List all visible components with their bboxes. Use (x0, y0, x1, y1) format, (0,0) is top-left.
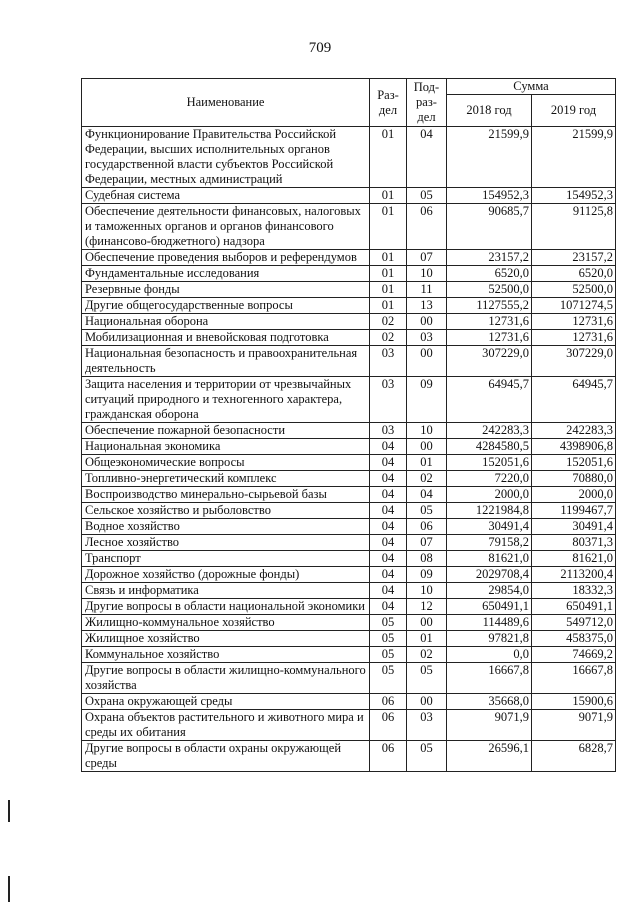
row-podrazdel: 07 (407, 535, 447, 551)
row-razdel: 03 (370, 346, 407, 377)
row-name: Обеспечение проведения выборов и референдумов (82, 250, 370, 266)
row-name: Фундаментальные исследования (82, 266, 370, 282)
row-podrazdel: 12 (407, 599, 447, 615)
row-sum-2019: 4398906,8 (532, 439, 616, 455)
row-razdel: 05 (370, 615, 407, 631)
row-name: Воспроизводство минерально-сырьевой базы (82, 487, 370, 503)
row-sum-2019: 307229,0 (532, 346, 616, 377)
row-sum-2018: 12731,6 (447, 330, 532, 346)
row-razdel: 03 (370, 423, 407, 439)
table-row (82, 377, 616, 423)
row-sum-2018: 26596,1 (447, 741, 532, 772)
table-row (82, 127, 616, 188)
row-sum-2018: 35668,0 (447, 694, 532, 710)
row-name: Коммунальное хозяйство (82, 647, 370, 663)
row-sum-2018: 12731,6 (447, 314, 532, 330)
row-name: Другие общегосударственные вопросы (82, 298, 370, 314)
row-podrazdel: 05 (407, 503, 447, 519)
row-name: Водное хозяйство (82, 519, 370, 535)
table-row (82, 455, 616, 471)
row-sum-2019: 12731,6 (532, 314, 616, 330)
row-sum-2019: 6520,0 (532, 266, 616, 282)
row-sum-2019: 2000,0 (532, 487, 616, 503)
row-sum-2018: 6520,0 (447, 266, 532, 282)
row-razdel: 05 (370, 663, 407, 694)
row-sum-2018: 0,0 (447, 647, 532, 663)
row-sum-2019: 15900,6 (532, 694, 616, 710)
row-razdel: 06 (370, 741, 407, 772)
table-row (82, 250, 616, 266)
row-name: Мобилизационная и вневойсковая подготовка (82, 330, 370, 346)
row-sum-2019: 152051,6 (532, 455, 616, 471)
row-podrazdel: 01 (407, 631, 447, 647)
row-podrazdel: 04 (407, 127, 447, 188)
row-razdel: 04 (370, 567, 407, 583)
row-sum-2019: 30491,4 (532, 519, 616, 535)
table-row (82, 503, 616, 519)
budget-table (81, 78, 616, 772)
row-podrazdel: 08 (407, 551, 447, 567)
row-podrazdel: 00 (407, 694, 447, 710)
row-podrazdel: 05 (407, 663, 447, 694)
row-sum-2018: 1127555,2 (447, 298, 532, 314)
row-name: Общеэкономические вопросы (82, 455, 370, 471)
row-sum-2018: 650491,1 (447, 599, 532, 615)
table-row (82, 694, 616, 710)
row-sum-2018: 64945,7 (447, 377, 532, 423)
row-podrazdel: 01 (407, 455, 447, 471)
row-name: Топливно-энергетический комплекс (82, 471, 370, 487)
row-sum-2018: 21599,9 (447, 127, 532, 188)
row-name: Лесное хозяйство (82, 535, 370, 551)
row-sum-2019: 458375,0 (532, 631, 616, 647)
row-sum-2019: 52500,0 (532, 282, 616, 298)
table-row (82, 741, 616, 772)
row-razdel: 04 (370, 455, 407, 471)
header-year-2018: 2018 год (447, 95, 532, 127)
row-podrazdel: 05 (407, 741, 447, 772)
table-row (82, 204, 616, 250)
header-summa: Сумма (447, 79, 616, 95)
row-sum-2018: 242283,3 (447, 423, 532, 439)
table-row (82, 647, 616, 663)
row-razdel: 01 (370, 127, 407, 188)
row-sum-2019: 70880,0 (532, 471, 616, 487)
row-podrazdel: 02 (407, 471, 447, 487)
row-razdel: 04 (370, 551, 407, 567)
row-sum-2018: 52500,0 (447, 282, 532, 298)
row-name: Резервные фонды (82, 282, 370, 298)
row-sum-2018: 114489,6 (447, 615, 532, 631)
row-name: Национальная оборона (82, 314, 370, 330)
row-sum-2019: 1199467,7 (532, 503, 616, 519)
row-name: Сельское хозяйство и рыболовство (82, 503, 370, 519)
row-sum-2019: 74669,2 (532, 647, 616, 663)
row-sum-2019: 12731,6 (532, 330, 616, 346)
row-razdel: 01 (370, 266, 407, 282)
row-podrazdel: 09 (407, 377, 447, 423)
row-name: Связь и информатика (82, 583, 370, 599)
row-podrazdel: 00 (407, 346, 447, 377)
table-row (82, 188, 616, 204)
row-sum-2019: 16667,8 (532, 663, 616, 694)
table-row (82, 551, 616, 567)
row-razdel: 04 (370, 535, 407, 551)
row-razdel: 04 (370, 583, 407, 599)
row-podrazdel: 11 (407, 282, 447, 298)
table-row (82, 519, 616, 535)
row-sum-2018: 1221984,8 (447, 503, 532, 519)
row-name: Обеспечение пожарной безопасности (82, 423, 370, 439)
table-row (82, 631, 616, 647)
row-sum-2019: 18332,3 (532, 583, 616, 599)
margin-mark (8, 876, 10, 902)
row-sum-2019: 6828,7 (532, 741, 616, 772)
row-razdel: 04 (370, 471, 407, 487)
header-name: Наименование (82, 79, 370, 127)
row-podrazdel: 02 (407, 647, 447, 663)
row-razdel: 01 (370, 250, 407, 266)
row-podrazdel: 07 (407, 250, 447, 266)
row-razdel: 05 (370, 631, 407, 647)
row-sum-2018: 2029708,4 (447, 567, 532, 583)
header-razdel: Раз- дел (370, 79, 407, 127)
row-razdel: 04 (370, 487, 407, 503)
row-sum-2019: 23157,2 (532, 250, 616, 266)
row-sum-2019: 80371,3 (532, 535, 616, 551)
table-row (82, 346, 616, 377)
row-sum-2018: 154952,3 (447, 188, 532, 204)
row-razdel: 04 (370, 599, 407, 615)
margin-mark (8, 800, 10, 822)
table-row (82, 710, 616, 741)
header-podrazdel: Под- раз- дел (407, 79, 447, 127)
row-name: Другие вопросы в области национальной экономики (82, 599, 370, 615)
table-row (82, 266, 616, 282)
row-name: Функционирование Правительства Российской Федерации, высших исполнительных органов государственной власти субъектов Российской Федерации, местных администраций (82, 127, 370, 188)
row-podrazdel: 06 (407, 204, 447, 250)
table-row (82, 439, 616, 455)
row-podrazdel: 00 (407, 314, 447, 330)
row-name: Обеспечение деятельности финансовых, налоговых и таможенных органов и органов финансового (финансово-бюджетного) надзора (82, 204, 370, 250)
row-razdel: 02 (370, 314, 407, 330)
row-sum-2018: 29854,0 (447, 583, 532, 599)
row-name: Защита населения и территории от чрезвычайных ситуаций природного и техногенного характера, гражданская оборона (82, 377, 370, 423)
row-sum-2019: 81621,0 (532, 551, 616, 567)
row-razdel: 02 (370, 330, 407, 346)
row-podrazdel: 10 (407, 583, 447, 599)
page-number: 709 (308, 40, 332, 56)
row-sum-2018: 30491,4 (447, 519, 532, 535)
row-sum-2018: 2000,0 (447, 487, 532, 503)
row-sum-2019: 9071,9 (532, 710, 616, 741)
row-sum-2019: 1071274,5 (532, 298, 616, 314)
row-sum-2019: 2113200,4 (532, 567, 616, 583)
row-razdel: 03 (370, 377, 407, 423)
row-razdel: 06 (370, 710, 407, 741)
row-sum-2018: 81621,0 (447, 551, 532, 567)
row-razdel: 04 (370, 519, 407, 535)
table-row (82, 314, 616, 330)
row-razdel: 01 (370, 204, 407, 250)
row-name: Жилищно-коммунальное хозяйство (82, 615, 370, 631)
table-row (82, 423, 616, 439)
row-sum-2019: 650491,1 (532, 599, 616, 615)
row-sum-2019: 21599,9 (532, 127, 616, 188)
table-row (82, 487, 616, 503)
row-sum-2018: 79158,2 (447, 535, 532, 551)
row-name: Охрана окружающей среды (82, 694, 370, 710)
row-podrazdel: 03 (407, 710, 447, 741)
header-year-2019: 2019 год (532, 95, 616, 127)
row-sum-2018: 97821,8 (447, 631, 532, 647)
row-sum-2019: 154952,3 (532, 188, 616, 204)
row-name: Национальная безопасность и правоохранительная деятельность (82, 346, 370, 377)
row-sum-2018: 307229,0 (447, 346, 532, 377)
row-name: Жилищное хозяйство (82, 631, 370, 647)
row-sum-2018: 90685,7 (447, 204, 532, 250)
row-sum-2018: 4284580,5 (447, 439, 532, 455)
row-sum-2018: 23157,2 (447, 250, 532, 266)
table-row (82, 282, 616, 298)
row-podrazdel: 00 (407, 439, 447, 455)
table-row (82, 567, 616, 583)
row-razdel: 05 (370, 647, 407, 663)
row-sum-2018: 152051,6 (447, 455, 532, 471)
row-podrazdel: 04 (407, 487, 447, 503)
row-podrazdel: 05 (407, 188, 447, 204)
row-sum-2018: 7220,0 (447, 471, 532, 487)
row-razdel: 01 (370, 282, 407, 298)
table-row (82, 330, 616, 346)
table-row (82, 535, 616, 551)
row-sum-2019: 64945,7 (532, 377, 616, 423)
table-row (82, 298, 616, 314)
table-row (82, 599, 616, 615)
row-name: Судебная система (82, 188, 370, 204)
row-name: Национальная экономика (82, 439, 370, 455)
row-sum-2018: 9071,9 (447, 710, 532, 741)
table-row (82, 471, 616, 487)
row-podrazdel: 10 (407, 266, 447, 282)
row-razdel: 04 (370, 439, 407, 455)
row-name: Транспорт (82, 551, 370, 567)
table-row (82, 583, 616, 599)
row-name: Другие вопросы в области охраны окружающей среды (82, 741, 370, 772)
row-name: Охрана объектов растительного и животного мира и среды их обитания (82, 710, 370, 741)
row-podrazdel: 00 (407, 615, 447, 631)
row-razdel: 01 (370, 188, 407, 204)
row-razdel: 04 (370, 503, 407, 519)
table-body (82, 127, 616, 772)
row-sum-2019: 91125,8 (532, 204, 616, 250)
row-sum-2019: 242283,3 (532, 423, 616, 439)
row-podrazdel: 09 (407, 567, 447, 583)
row-podrazdel: 03 (407, 330, 447, 346)
table-row (82, 615, 616, 631)
row-razdel: 01 (370, 298, 407, 314)
row-name: Дорожное хозяйство (дорожные фонды) (82, 567, 370, 583)
table-row (82, 663, 616, 694)
row-name: Другие вопросы в области жилищно-коммунального хозяйства (82, 663, 370, 694)
row-podrazdel: 10 (407, 423, 447, 439)
row-sum-2019: 549712,0 (532, 615, 616, 631)
row-razdel: 06 (370, 694, 407, 710)
row-sum-2018: 16667,8 (447, 663, 532, 694)
row-podrazdel: 06 (407, 519, 447, 535)
row-podrazdel: 13 (407, 298, 447, 314)
